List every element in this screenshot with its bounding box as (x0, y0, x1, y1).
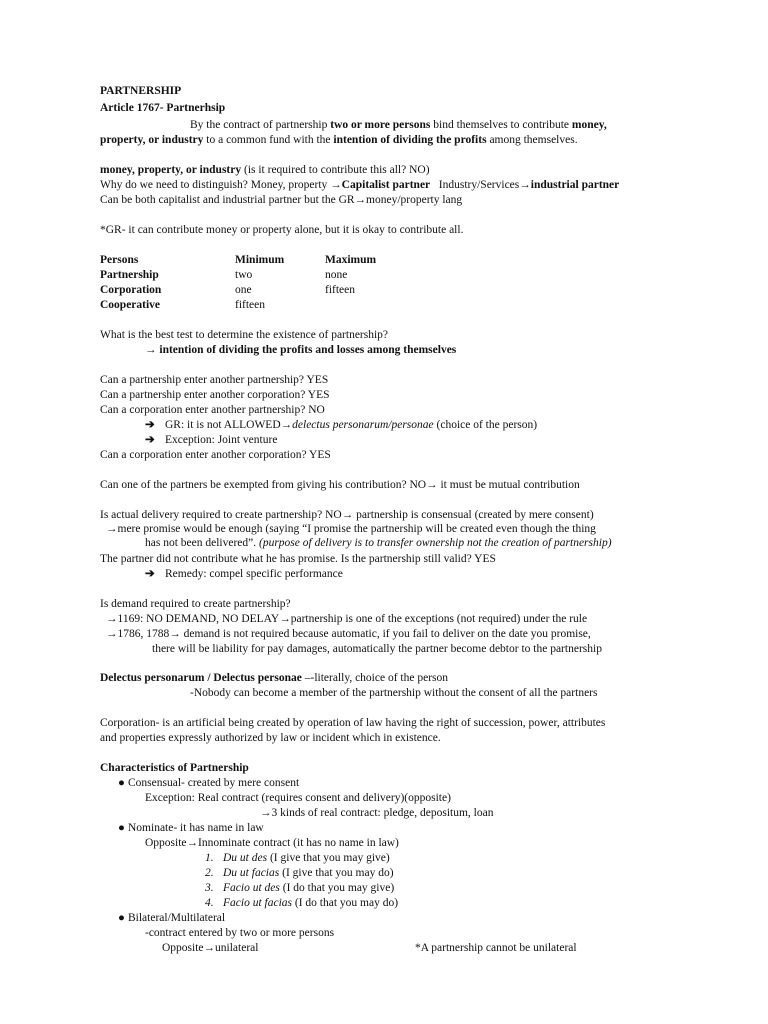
text: Why do we need to distinguish? Money, property → (100, 179, 342, 191)
text-bold: money, (571, 119, 607, 131)
char-sub-line: Opposite→Innominate contract (it has no name in law) (145, 837, 399, 849)
corporation-line-1: Corporation- is an artificial being created by operation of law having the right of succession, power, attributes (100, 717, 606, 729)
numbered-item (205, 851, 390, 866)
text: Industry/Services→ (430, 179, 531, 191)
demand-line-4: there will be liability for pay damages, automatically the partner become debtor to the partnership (152, 643, 602, 655)
arrow-bullet-icon: ➔ (145, 568, 155, 580)
demand-line-3: →1786, 1788→ demand is not required because automatic, if you fail to deliver on the date you promise, (106, 628, 591, 640)
delivery-line-2: →mere promise would be enough (saying “I promise the partnership will be created even though the thing (106, 523, 596, 535)
text: –-literally, choice of the person (301, 672, 449, 684)
text: (choice of the person) (433, 419, 538, 431)
text: Bilateral/Multilateral (128, 912, 226, 924)
text: By the contract of partnership (190, 119, 331, 131)
table-cell: fifteen (235, 299, 266, 311)
text-italic: Facio ut facias (223, 897, 292, 909)
demand-line-2: →1169: NO DEMAND, NO DELAY→partnership is one of the exceptions (not required) under the rule (106, 613, 588, 625)
qa-line: Can a partnership enter another partnership? YES (100, 374, 329, 386)
intro-line-1 (190, 118, 607, 133)
arrow-bullet-item (145, 418, 537, 433)
text: (is it required to contribute this all? NO) (241, 164, 430, 176)
best-test-question: What is the best test to determine the existence of partnership? (100, 329, 389, 341)
numbered-item (205, 896, 398, 911)
text: Nominate- it has name in law (128, 822, 264, 834)
doc-title: PARTNERSHIP (100, 85, 182, 97)
item-number: 4. (205, 897, 214, 909)
text-bold: intention of dividing the profits (333, 134, 487, 146)
bullet-dot-icon: ● (118, 777, 125, 789)
table-cell: one (235, 284, 252, 296)
qa-line: Can a partnership enter another corporation? YES (100, 389, 330, 401)
corporation-line-2: and properties expressly authorized by law or incident which in existence. (100, 732, 441, 744)
bullet-item (118, 776, 299, 791)
char-sub-line: Opposite→unilateral (162, 942, 259, 954)
text-bold: Delectus personarum / Delectus personae (100, 672, 302, 684)
arrow-bullet-icon: ➔ (145, 434, 155, 446)
best-test-answer: → intention of dividing the profits and losses among themselves (145, 344, 457, 356)
item-number: 1. (205, 852, 214, 864)
delivery-line-1: Is actual delivery required to create partnership? NO→ partnership is consensual (created by mere consent) (100, 509, 594, 521)
text-italic: Facio ut des (223, 882, 280, 894)
text: (I give that you may give) (267, 852, 390, 864)
text-italic: (purpose of delivery is to transfer ownership not the creation of partnership) (259, 537, 612, 549)
numbered-item (205, 866, 394, 881)
delectus-line-1 (100, 671, 448, 686)
mpi-line-2 (100, 178, 619, 193)
text: among themselves. (486, 134, 578, 146)
article-heading: Article 1767- Partnerhsip (100, 102, 226, 114)
text: has not been delivered”. (145, 537, 259, 549)
table-header-persons: Persons (100, 254, 139, 266)
bullet-dot-icon: ● (118, 822, 125, 834)
table-cell: fifteen (325, 284, 356, 296)
char-note: *A partnership cannot be unilateral (415, 942, 577, 954)
text-italic: Du ut facias (223, 867, 280, 879)
text: bind themselves to contribute (430, 119, 572, 131)
char-sub-line: →3 kinds of real contract: pledge, depositum, loan (260, 807, 494, 819)
text-bold: property, or industry (100, 134, 204, 146)
text: GR: it is not ALLOWED→ (165, 419, 293, 431)
text-bold: Capitalist partner (341, 179, 431, 191)
table-cell: none (325, 269, 348, 281)
table-cell: two (235, 269, 253, 281)
delectus-line-2: -Nobody can become a member of the partnership without the consent of all the partners (190, 687, 598, 699)
delivery-line-3 (145, 536, 612, 551)
item-number: 3. (205, 882, 214, 894)
characteristics-heading: Characteristics of Partnership (100, 762, 249, 774)
text: to a common fund with the (203, 134, 334, 146)
table-header-minimum: Minimum (235, 254, 285, 266)
qa-line: Can a corporation enter another partnership? NO (100, 404, 325, 416)
text: Exception: Joint venture (165, 434, 278, 446)
text: (I do that you may do) (292, 897, 399, 909)
bullet-item (118, 821, 264, 836)
text-bold: industrial partner (530, 179, 620, 191)
bullet-item (118, 911, 225, 926)
delivery-line-4: The partner did not contribute what he has promise. Is the partnership still valid? YES (100, 553, 496, 565)
text-italic: delectus personarum/personae (292, 419, 434, 431)
table-header-maximum: Maximum (325, 254, 377, 266)
table-cell: Partnership (100, 269, 159, 281)
intro-line-2 (100, 133, 578, 148)
text-bold: money, property, or industry (100, 164, 242, 176)
bullet-dot-icon: ● (118, 912, 125, 924)
text: Remedy: compel specific performance (165, 568, 343, 580)
mpi-line-1 (100, 163, 430, 178)
text-italic: Du ut des (223, 852, 268, 864)
arrow-bullet-icon: ➔ (145, 419, 155, 431)
table-cell: Cooperative (100, 299, 161, 311)
text: (I do that you may give) (279, 882, 395, 894)
demand-line-1: Is demand required to create partnership? (100, 598, 291, 610)
text: (I give that you may do) (279, 867, 394, 879)
mpi-line-3: Can be both capitalist and industrial partner but the GR→money/property lang (100, 194, 463, 206)
qa-line: Can one of the partners be exempted from giving his contribution? NO→ it must be mutual contribution (100, 479, 580, 491)
item-number: 2. (205, 867, 214, 879)
char-sub-line: Exception: Real contract (requires consent and delivery)(opposite) (145, 792, 451, 804)
char-sub-line: -contract entered by two or more persons (145, 927, 335, 939)
text: Consensual- created by mere consent (128, 777, 300, 789)
arrow-bullet-item (145, 567, 343, 582)
text-bold: two or more persons (330, 119, 431, 131)
gr-note: *GR- it can contribute money or property alone, but it is okay to contribute all. (100, 224, 464, 236)
qa-line: Can a corporation enter another corporation? YES (100, 449, 331, 461)
table-cell: Corporation (100, 284, 162, 296)
arrow-bullet-item (145, 433, 277, 448)
numbered-item (205, 881, 394, 896)
